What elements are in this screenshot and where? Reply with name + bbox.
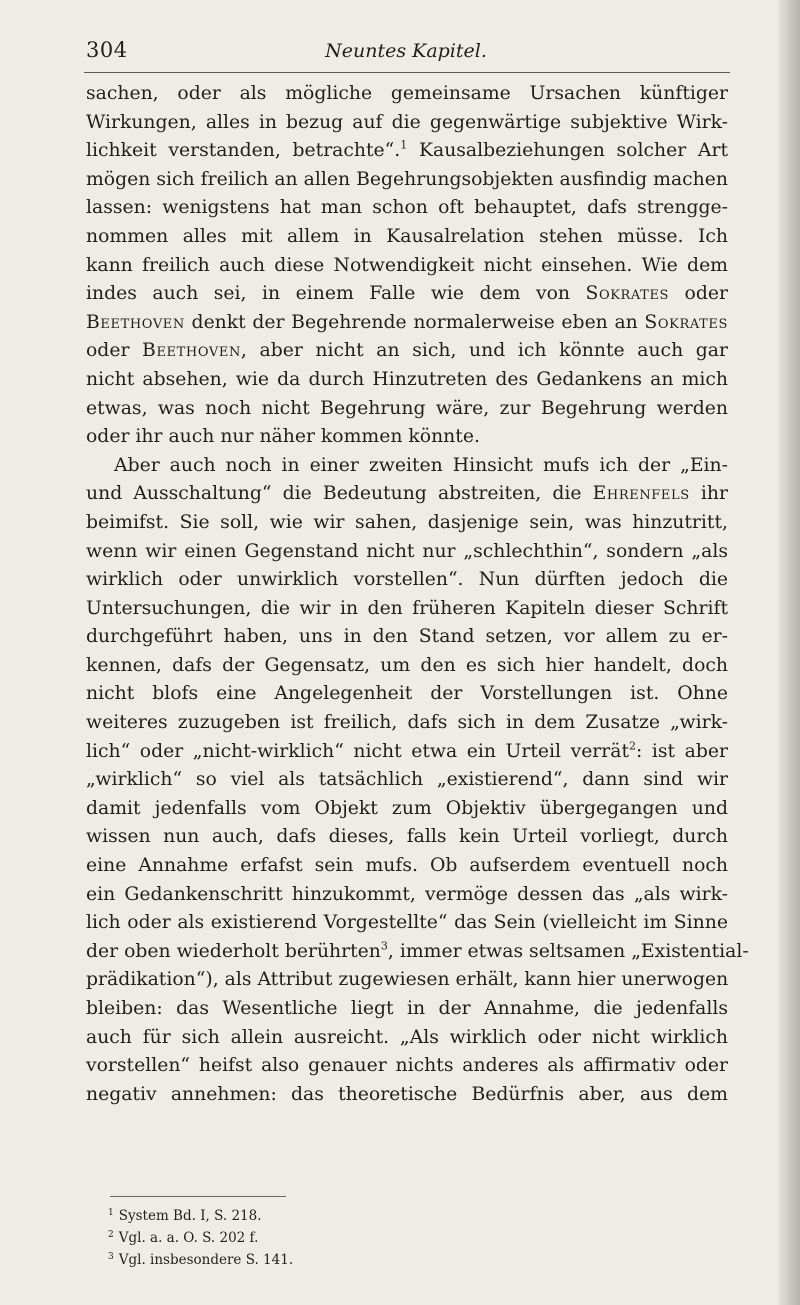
text-segment: lichkeit verstanden, betrachte“. bbox=[86, 140, 401, 162]
text-line bbox=[86, 738, 728, 767]
text-line: Untersuchungen, die wir in den früheren Kapiteln dieser Schrift bbox=[86, 597, 728, 619]
text-line: lassen: wenigstens hat man schon oft behauptet, dafs strengge- bbox=[86, 197, 728, 219]
text-line: etwas, was noch nicht Begehrung wäre, zur Begehrung werden bbox=[86, 397, 728, 419]
text-segment: : ist aber bbox=[636, 740, 728, 762]
text-line: wirklich oder unwirklich vorstellen“. Nun dürften jedoch die bbox=[86, 569, 728, 591]
text-segment: denkt der Begehrende normalerweise eben an bbox=[184, 311, 645, 333]
text-line: nicht absehen, wie da durch Hinzutreten des Gedankens an mich bbox=[86, 368, 728, 390]
name-sokrates: Sokrates bbox=[644, 311, 728, 333]
footnote-ref-1[interactable]: 1 bbox=[400, 138, 408, 152]
name-sokrates: Sokrates bbox=[585, 283, 670, 305]
text-line: „wirklich“ so viel als tatsächlich „existierend“, dann sind wir bbox=[86, 769, 728, 791]
text-line: wenn wir einen Gegenstand nicht nur „schlechthin“, sondern „als bbox=[86, 540, 728, 562]
text-line: sachen, oder als mögliche gemeinsame Ursachen künftiger bbox=[86, 83, 728, 104]
text-line: Aber auch noch in einer zweiten Hinsicht mufs ich der „Ein- bbox=[114, 454, 728, 476]
text-line: nommen alles mit allem in Kausalrelation stehen müsse. Ich bbox=[86, 225, 728, 247]
footnote-text: Vgl. insbesondere S. 141. bbox=[118, 1252, 294, 1268]
text-segment: indes auch sei, in einem Falle wie dem von bbox=[86, 283, 586, 305]
text-line: weiteres zuzugeben ist freilich, dafs sich in dem Zusatze „wirk- bbox=[86, 712, 728, 734]
text-line: kennen, dafs der Gegensatz, um den es sich hier handelt, doch bbox=[86, 654, 728, 676]
footnote-mark: 2 bbox=[108, 1229, 114, 1240]
text-segment: lich“ oder „nicht-wirklich“ nicht etwa ein Urteil verrät bbox=[86, 740, 630, 762]
text-segment: oder bbox=[86, 340, 143, 362]
footnote-mark: 1 bbox=[108, 1207, 114, 1218]
text-line bbox=[86, 280, 728, 309]
text-line: eine Annahme erfafst sein mufs. Ob aufserdem eventuell noch bbox=[86, 855, 728, 877]
footnote-2 bbox=[108, 1227, 628, 1249]
footnote-ref-3[interactable]: 3 bbox=[380, 939, 388, 953]
text-line: lich oder als existierend Vorgestellte“ das Sein (vielleicht im Sinne bbox=[86, 912, 728, 934]
text-line: wissen nun auch, dafs dieses, falls kein Urteil vorliegt, durch bbox=[86, 826, 728, 848]
text-segment: ihr bbox=[689, 483, 728, 505]
body-text bbox=[86, 80, 749, 1109]
footnote-mark: 3 bbox=[108, 1251, 114, 1262]
text-line: beimifst. Sie soll, wie wir sahen, dasjenige sein, was hinzutritt, bbox=[86, 511, 728, 533]
name-beethoven: Beethoven bbox=[142, 340, 241, 362]
text-segment: , aber nicht an sich, und ich könnte auch gar bbox=[240, 340, 728, 362]
page-number: 304 bbox=[86, 38, 128, 62]
text-line: vorstellen“ heifst also genauer nichts anderes als affirmativ oder bbox=[86, 1055, 728, 1077]
text-line: prädikation“), als Attribut zugewiesen erhält, kann hier unerwogen bbox=[86, 969, 729, 991]
text-line: durchgeführt haben, uns in den Stand setzen, vor allem zu er- bbox=[86, 626, 728, 648]
footnote-ref-2[interactable]: 2 bbox=[629, 739, 637, 753]
text-line: mögen sich freilich an allen Begehrungsobjekten ausfindig machen bbox=[86, 168, 728, 190]
text-line: auch für sich allein ausreicht. „Als wirklich oder nicht wirklich bbox=[86, 1026, 728, 1048]
footnotes bbox=[108, 1205, 628, 1271]
text-segment: der oben wiederholt berührten bbox=[86, 940, 381, 962]
footnote-3 bbox=[108, 1249, 628, 1271]
text-line: oder ihr auch nur näher kommen könnte. bbox=[86, 426, 480, 448]
text-line bbox=[86, 309, 728, 338]
text-line: negativ annehmen: das theoretische Bedürfnis aber, aus dem bbox=[86, 1083, 728, 1105]
name-ehrenfels: Ehrenfels bbox=[592, 483, 690, 505]
page-header bbox=[86, 38, 726, 68]
text-line bbox=[86, 337, 728, 366]
text-line: bleiben: das Wesentliche liegt in der Annahme, die jedenfalls bbox=[86, 998, 728, 1019]
running-title: Neuntes Kapitel. bbox=[325, 40, 487, 62]
text-segment: , immer etwas seltsamen „Existential- bbox=[387, 940, 749, 962]
text-line: damit jedenfalls vom Objekt zum Objektiv übergegangen und bbox=[86, 797, 728, 819]
footnote-rule bbox=[110, 1196, 286, 1197]
text-line bbox=[86, 137, 728, 166]
footnote-1 bbox=[108, 1205, 628, 1227]
scan-edge bbox=[778, 0, 800, 1305]
footnote-text: System Bd. I, S. 218. bbox=[118, 1208, 262, 1224]
text-segment: und Ausschaltung“ die Bedeutung abstreiten, die bbox=[86, 483, 593, 505]
name-beethoven: Beethoven bbox=[86, 311, 185, 333]
footnote-text: Vgl. a. a. O. S. 202 f. bbox=[118, 1230, 259, 1246]
text-line: Wirkungen, alles in bezug auf die gegenwärtige subjektive Wirk- bbox=[86, 111, 728, 133]
text-line bbox=[86, 938, 749, 967]
header-rule bbox=[84, 72, 730, 73]
text-line: ein Gedankenschritt hinzukommt, vermöge dessen das „als wirk- bbox=[86, 883, 728, 905]
text-segment: oder bbox=[669, 283, 728, 305]
text-line: kann freilich auch diese Notwendigkeit nicht einsehen. Wie dem bbox=[86, 254, 728, 276]
text-line bbox=[86, 480, 728, 509]
text-line: nicht blofs eine Angelegenheit der Vorstellungen ist. Ohne bbox=[86, 683, 728, 705]
text-segment: Kausalbeziehungen solcher Art bbox=[407, 140, 729, 162]
